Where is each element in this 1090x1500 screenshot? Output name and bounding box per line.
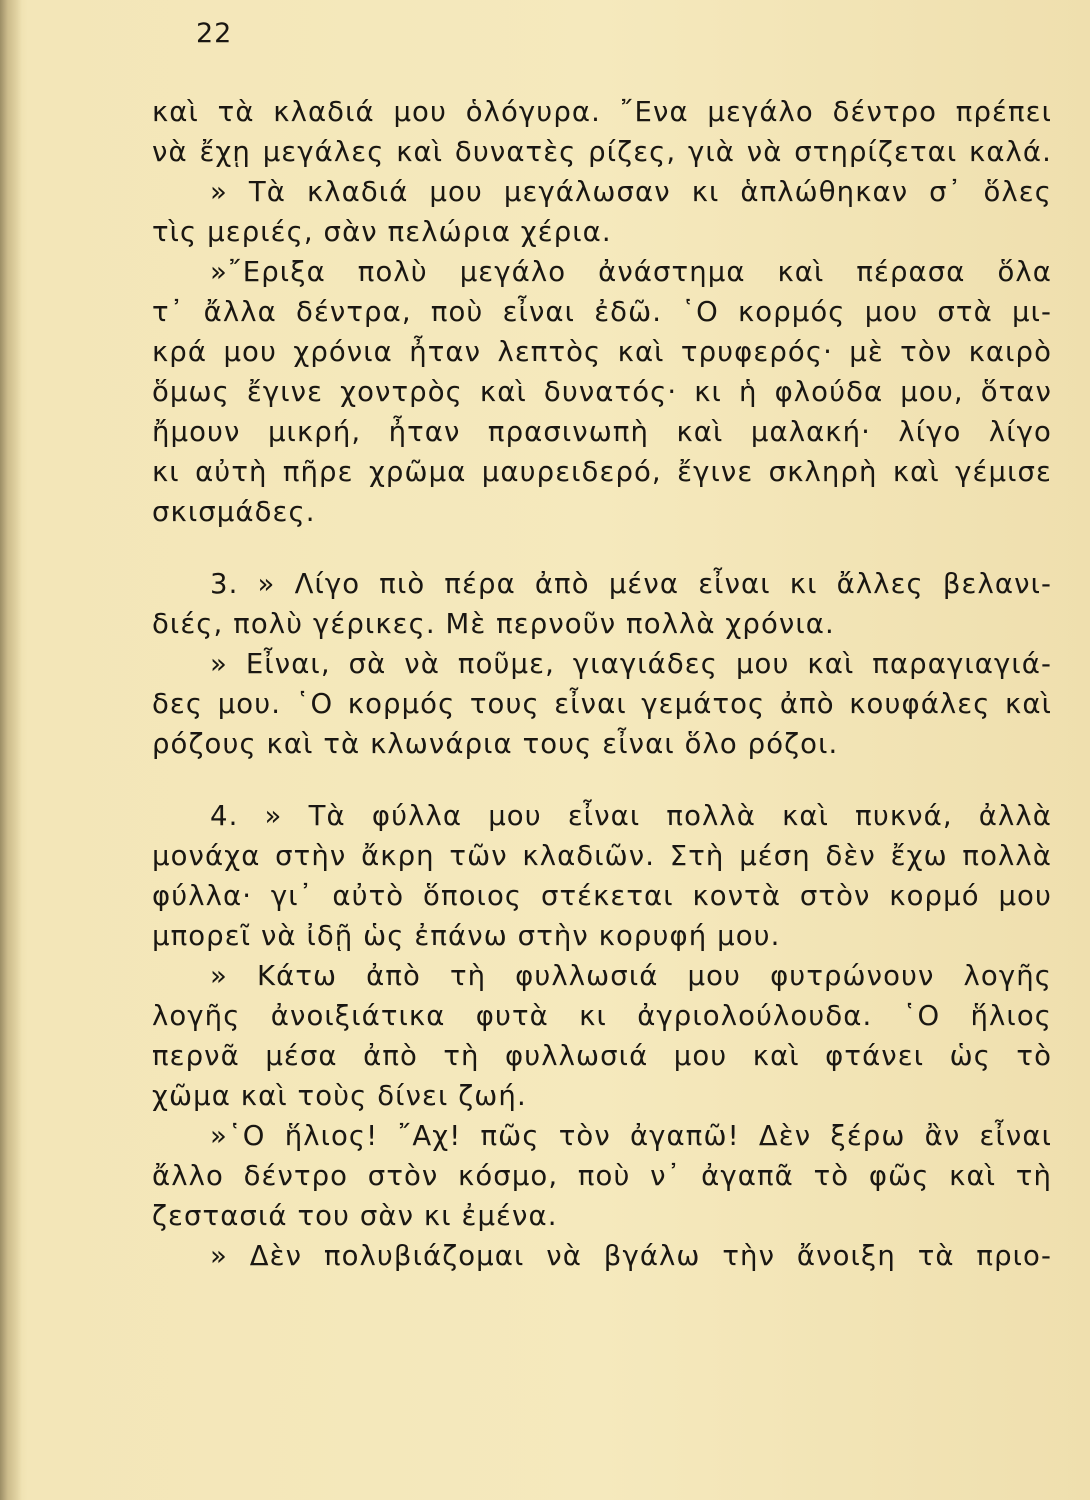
text-line: κρά μου χρόνια ἦταν λεπτὸς καὶ τρυφερός· μὲ τὸν καιρὸ xyxy=(152,336,1052,368)
text-line: »῾Ο ἥλιος! ῎Αχ! πῶς τὸν ἀγαπῶ! Δὲν ξέρω ἂν εἶναι xyxy=(210,1120,1052,1152)
text-line: μπορεῖ νὰ ἰδῇ ὡς ἐπάνω στὴν κορυφή μου. xyxy=(152,920,781,952)
text-line: » Κάτω ἀπὸ τὴ φυλλωσιά μου φυτρώνουν λογῆς xyxy=(210,960,1052,992)
text-line: δες μου. ῾Ο κορμός τους εἶναι γεμάτος ἀπὸ κουφάλες καὶ xyxy=(152,688,1052,720)
text-line: φύλλα· γι᾽ αὐτὸ ὅποιος στέκεται κοντὰ στὸν κορμό μου xyxy=(152,880,1052,912)
text-line: διές, πολὺ γέρικες. Μὲ περνοῦν πολλὰ χρόνια. xyxy=(152,608,835,640)
text-line: 4. » Τὰ φύλλα μου εἶναι πολλὰ καὶ πυκνά, ἀλλὰ xyxy=(210,800,1052,832)
text-line: ρόζους καὶ τὰ κλωνάρια τους εἶναι ὅλο ρόζοι. xyxy=(152,728,839,760)
text-line: » Εἶναι, σὰ νὰ ποῦμε, γιαγιάδες μου καὶ παραγιαγιά- xyxy=(210,648,1052,680)
text-line: ζεστασιά του σὰν κι ἐμένα. xyxy=(152,1200,558,1232)
text-line: λογῆς ἀνοιξιάτικα φυτὰ κι ἀγριολούλουδα. ῾Ο ἥλιος xyxy=(152,1000,1052,1032)
text-line: σκισμάδες. xyxy=(152,496,316,528)
page-number: 22 xyxy=(196,18,233,49)
text-line: καὶ τὰ κλαδιά μου ὁλόγυρα. ῎Ενα μεγάλο δέντρο πρέπει xyxy=(152,96,1052,128)
body-text xyxy=(152,92,1052,1276)
text-line: 3. » Λίγο πιὸ πέρα ἀπὸ μένα εἶναι κι ἄλλες βελανι- xyxy=(210,568,1052,600)
text-line: »῎Εριξα πολὺ μεγάλο ἀνάστημα καὶ πέρασα ὅλα xyxy=(210,256,1052,288)
text-line: » Τὰ κλαδιά μου μεγάλωσαν κι ἁπλώθηκαν σ᾽ ὅλες xyxy=(210,176,1052,208)
text-line: ὅμως ἔγινε χοντρὸς καὶ δυνατός· κι ἡ φλούδα μου, ὅταν xyxy=(152,376,1052,408)
text-line: τ᾽ ἄλλα δέντρα, ποὺ εἶναι ἐδῶ. ῾Ο κορμός μου στὰ μι- xyxy=(152,296,1052,328)
binding-edge xyxy=(0,0,22,1500)
paragraph-gap xyxy=(152,532,1052,564)
text-line: » Δὲν πολυβιάζομαι νὰ βγάλω τὴν ἄνοιξη τὰ πριο- xyxy=(210,1240,1052,1272)
text-line: κι αὐτὴ πῆρε χρῶμα μαυρειδερό, ἔγινε σκληρὴ καὶ γέμισε xyxy=(152,456,1052,488)
text-line: νὰ ἔχῃ μεγάλες καὶ δυνατὲς ρίζες, γιὰ νὰ στηρίζεται καλά. xyxy=(152,136,1052,168)
text-line: χῶμα καὶ τοὺς δίνει ζωή. xyxy=(152,1080,527,1112)
text-line: ἄλλο δέντρο στὸν κόσμο, ποὺ ν᾽ ἀγαπᾶ τὸ φῶς καὶ τὴ xyxy=(152,1160,1052,1192)
text-line: μονάχα στὴν ἄκρη τῶν κλαδιῶν. Στὴ μέση δὲν ἔχω πολλὰ xyxy=(152,840,1052,872)
text-line: τὶς μεριές, σὰν πελώρια χέρια. xyxy=(152,216,612,248)
text-line: περνᾶ μέσα ἀπὸ τὴ φυλλωσιά μου καὶ φτάνει ὡς τὸ xyxy=(152,1040,1052,1072)
text-line: ἤμουν μικρή, ἦταν πρασινωπὴ καὶ μαλακή· λίγο λίγο xyxy=(152,416,1052,448)
paragraph-gap xyxy=(152,764,1052,796)
